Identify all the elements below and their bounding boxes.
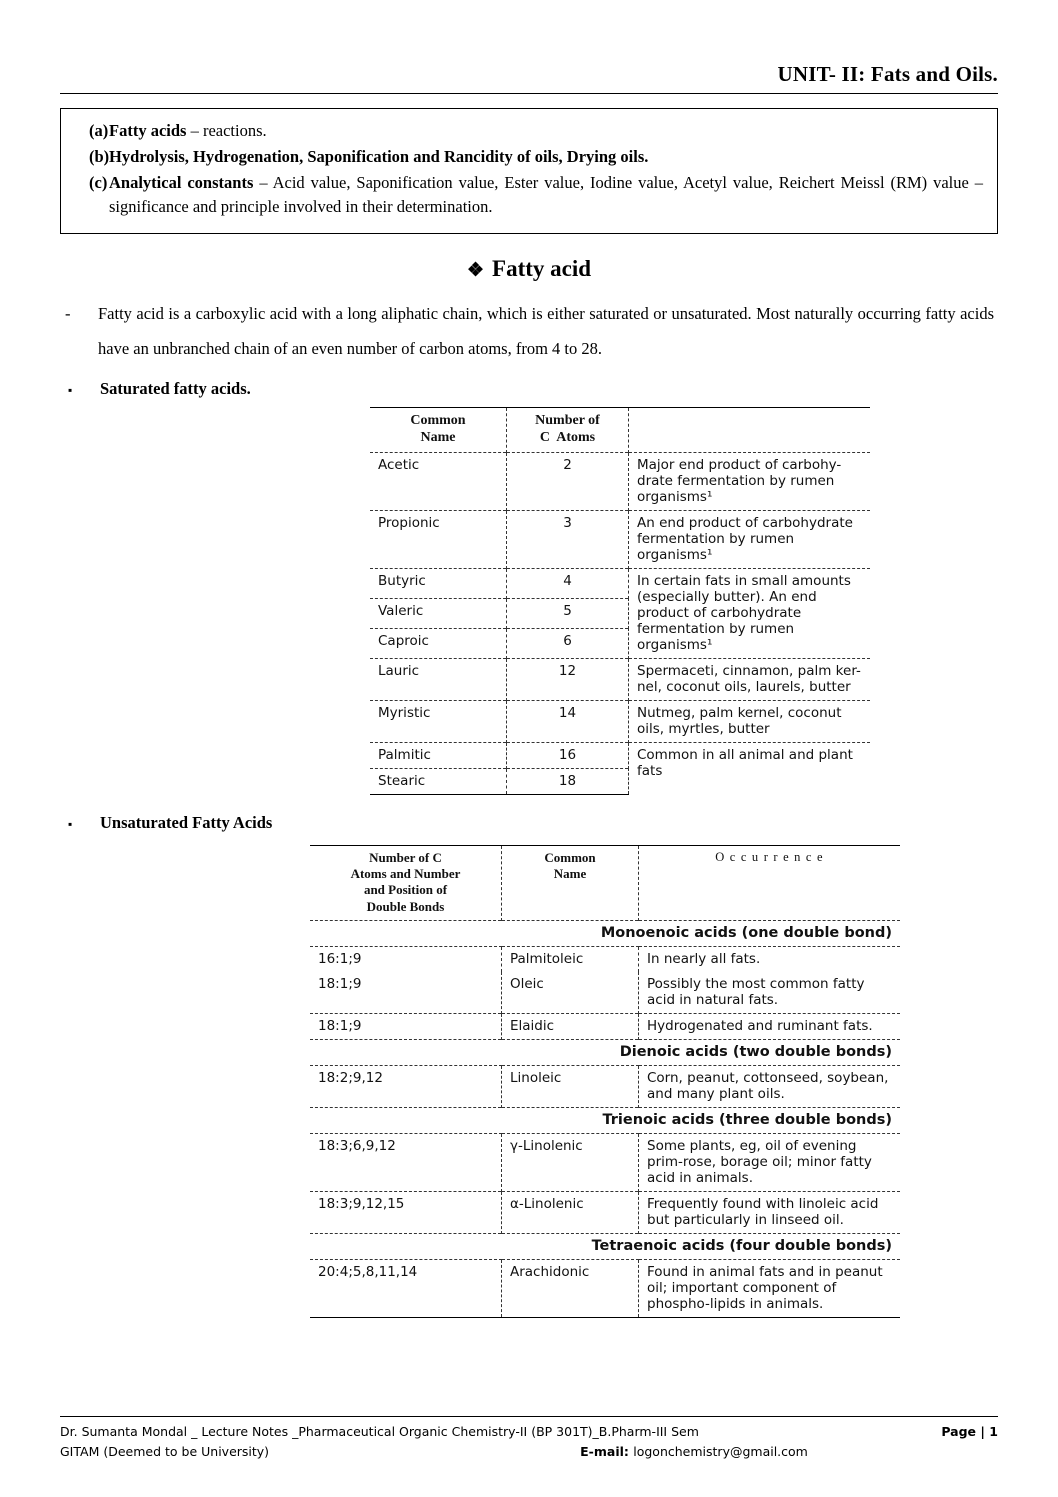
syllabus-item-b — [75, 145, 983, 170]
group-title: Dienoic acids (two double bonds) — [310, 1039, 900, 1065]
cell-occurrence: Hydrogenated and ruminant fats. — [639, 1013, 901, 1039]
dash-bullet-icon: - — [65, 304, 71, 323]
saturated-table-wrapper — [370, 407, 870, 795]
cell-name: Arachidonic — [502, 1259, 639, 1317]
cell-name: Caproic — [370, 628, 507, 658]
unsaturated-table-wrapper — [310, 845, 900, 1318]
cell-code: 20:4;5,8,11,14 — [310, 1259, 502, 1317]
footer-email — [390, 1442, 998, 1461]
group-header-row — [310, 1233, 900, 1259]
cell-name: Palmitic — [370, 742, 507, 768]
table-row — [310, 972, 900, 1014]
cell-c-atoms: 2 — [507, 452, 629, 510]
syllabus-rest-c: – Acid value, Saponification value, Ester value, Iodine value, Acetyl value, Reichert Meissl (RM) value – significance and principle involved in their determination. — [109, 172, 984, 217]
syllabus-bold-c: Analytical constants — [109, 172, 254, 192]
cell-occurrence: Some plants, eg, oil of evening prim-rose, borage oil; minor fatty acid in animals. — [639, 1133, 901, 1191]
cell-name: Palmitoleic — [502, 946, 639, 972]
unsaturated-heading — [60, 813, 998, 835]
table-row — [310, 1013, 900, 1039]
footer-line-2 — [60, 1442, 998, 1461]
intro-paragraph — [60, 296, 998, 367]
cell-name: α-Linolenic — [502, 1191, 639, 1233]
syllabus-marker-a: (a) — [89, 121, 109, 140]
cell-occurrence: In certain fats in small amounts (especially butter). An end product of carbohydrate fermentation by rumen organisms¹ — [629, 568, 871, 658]
syllabus-rest-a: – reactions. — [186, 121, 267, 140]
syllabus-marker-b: (b) — [89, 146, 110, 166]
cell-name: Valeric — [370, 598, 507, 628]
saturated-heading — [60, 379, 998, 401]
cell-occurrence: Nutmeg, palm kernel, coconut oils, myrtles, butter — [629, 700, 871, 742]
table-row — [310, 1065, 900, 1107]
footer-divider — [60, 1416, 998, 1417]
table-row — [310, 1133, 900, 1191]
header-atoms-bonds: Number of C Atoms and Number and Position of Double Bonds — [310, 845, 502, 920]
saturated-label: Saturated fatty acids. — [100, 378, 251, 398]
page-header — [60, 0, 998, 94]
syllabus-text-a — [109, 119, 983, 144]
table-row — [310, 946, 900, 972]
cell-name: Lauric — [370, 658, 507, 700]
group-header-row — [310, 1039, 900, 1065]
cell-code: 18:1;9 — [318, 975, 362, 992]
syllabus-marker-c: (c) — [89, 172, 108, 192]
intro-text: Fatty acid is a carboxylic acid with a long aliphatic chain, which is either saturated or unsaturated. Most naturally occurring fatty acids have an unbranched chain of an even number of carbon atoms, from 4 to 28. — [98, 304, 994, 359]
cell-occurrence: Common in all animal and plant fats — [629, 742, 871, 794]
cell-occurrence: Found in animal fats and in peanut oil; important component of phospho-lipids in animals. — [639, 1259, 901, 1317]
cell-name: Elaidic — [502, 1013, 639, 1039]
table-row — [370, 742, 870, 768]
cell-c-atoms: 6 — [507, 628, 629, 658]
header-common-name: Common Name — [502, 845, 639, 920]
cell-occurrence: Major end product of carbohy-drate fermentation by rumen organisms¹ — [629, 452, 871, 510]
table-row — [370, 700, 870, 742]
page-number: Page | 1 — [941, 1424, 998, 1440]
syllabus-text-b — [109, 145, 983, 170]
cell-c-atoms: 16 — [507, 742, 629, 768]
cell-c-atoms: 14 — [507, 700, 629, 742]
cell-c-atoms: 4 — [507, 568, 629, 598]
unsaturated-fatty-acids-table — [310, 845, 900, 1318]
table-row — [370, 568, 870, 598]
saturated-fatty-acids-table — [370, 407, 870, 795]
cell-occurrence: Corn, peanut, cottonseed, soybean, and many plant oils. — [639, 1065, 901, 1107]
cell-name: Acetic — [370, 452, 507, 510]
cell-code: 18:3;9,12,15 — [310, 1191, 502, 1233]
table-header-row — [310, 845, 900, 920]
page-footer — [60, 1416, 998, 1461]
cell-name: Butyric — [370, 568, 507, 598]
header-common-name: Common Name — [370, 407, 507, 452]
group-title: Trienoic acids (three double bonds) — [310, 1107, 900, 1133]
section-title-text: Fatty acid — [492, 256, 592, 281]
cell-code: 18:1;9 — [310, 1013, 502, 1039]
syllabus-item-a — [75, 119, 983, 144]
cell-occurrence: Spermaceti, cinnamon, palm ker-nel, coconut oils, laurels, butter — [629, 658, 871, 700]
diamond-bullet-icon: ❖ — [466, 260, 485, 281]
table-row — [370, 510, 870, 568]
cell-name: γ-Linolenic — [502, 1133, 639, 1191]
table-row — [370, 658, 870, 700]
syllabus-bold-a: Fatty acids — [109, 121, 187, 140]
header-occurrence: O c c u r r e n c e — [639, 845, 901, 920]
syllabus-bold-b: Hydrolysis, Hydrogenation, Saponification and Rancidity of oils, Drying oils. — [109, 146, 649, 166]
syllabus-item-c — [75, 171, 983, 221]
square-bullet-icon: ▪ — [68, 382, 73, 397]
cell-c-atoms: 18 — [507, 768, 629, 794]
table-row — [310, 1259, 900, 1317]
footer-email-address: logonchemistry@gmail.com — [633, 1443, 808, 1459]
unsaturated-label: Unsaturated Fatty Acids — [100, 812, 273, 832]
footer-email-label: E-mail: — [580, 1443, 634, 1459]
unit-title: UNIT- II: Fats and Oils. — [777, 62, 998, 86]
page-title — [60, 256, 998, 282]
group-title: Monoenoic acids (one double bond) — [310, 920, 900, 946]
cell-name: Stearic — [370, 768, 507, 794]
cell-code: 16:1;9 — [310, 946, 502, 972]
cell-occurrence: In nearly all fats. — [639, 946, 901, 972]
group-header-row — [310, 920, 900, 946]
cell-occurrence: An end product of carbohydrate fermentation by rumen organisms¹ — [629, 510, 871, 568]
footer-line-1 — [60, 1422, 998, 1441]
cell-occurrence: Frequently found with linoleic acid but particularly in linseed oil. — [639, 1191, 901, 1233]
group-header-row — [310, 1107, 900, 1133]
cell-c-atoms: 3 — [507, 510, 629, 568]
cell-code: 18:2;9,12 — [310, 1065, 502, 1107]
footer-credit: Dr. Sumanta Mondal _ Lecture Notes _Pharmaceutical Organic Chemistry-II (BP 301T)_B.Pharm-III Sem — [60, 1424, 699, 1440]
group-title: Tetraenoic acids (four double bonds) — [310, 1233, 900, 1259]
table-header-row — [370, 407, 870, 452]
header-c-atoms: Number of C Atoms — [507, 407, 629, 452]
cell-name: Oleic — [502, 972, 639, 1014]
table-row — [370, 452, 870, 510]
header-occurrence — [629, 407, 871, 452]
cell-c-atoms: 12 — [507, 658, 629, 700]
square-bullet-icon: ▪ — [68, 816, 73, 831]
table-row — [310, 1191, 900, 1233]
cell-occurrence: Possibly the most common fatty acid in natural fats. — [639, 972, 901, 1014]
footer-university: GITAM (Deemed to be University) — [60, 1443, 270, 1459]
cell-name: Myristic — [370, 700, 507, 742]
cell-name: Linoleic — [502, 1065, 639, 1107]
syllabus-text-c — [109, 171, 983, 221]
cell-name: Propionic — [370, 510, 507, 568]
cell-c-atoms: 5 — [507, 598, 629, 628]
cell-code: 18:3;6,9,12 — [310, 1133, 502, 1191]
syllabus-box — [60, 108, 998, 234]
header-divider — [60, 93, 998, 94]
